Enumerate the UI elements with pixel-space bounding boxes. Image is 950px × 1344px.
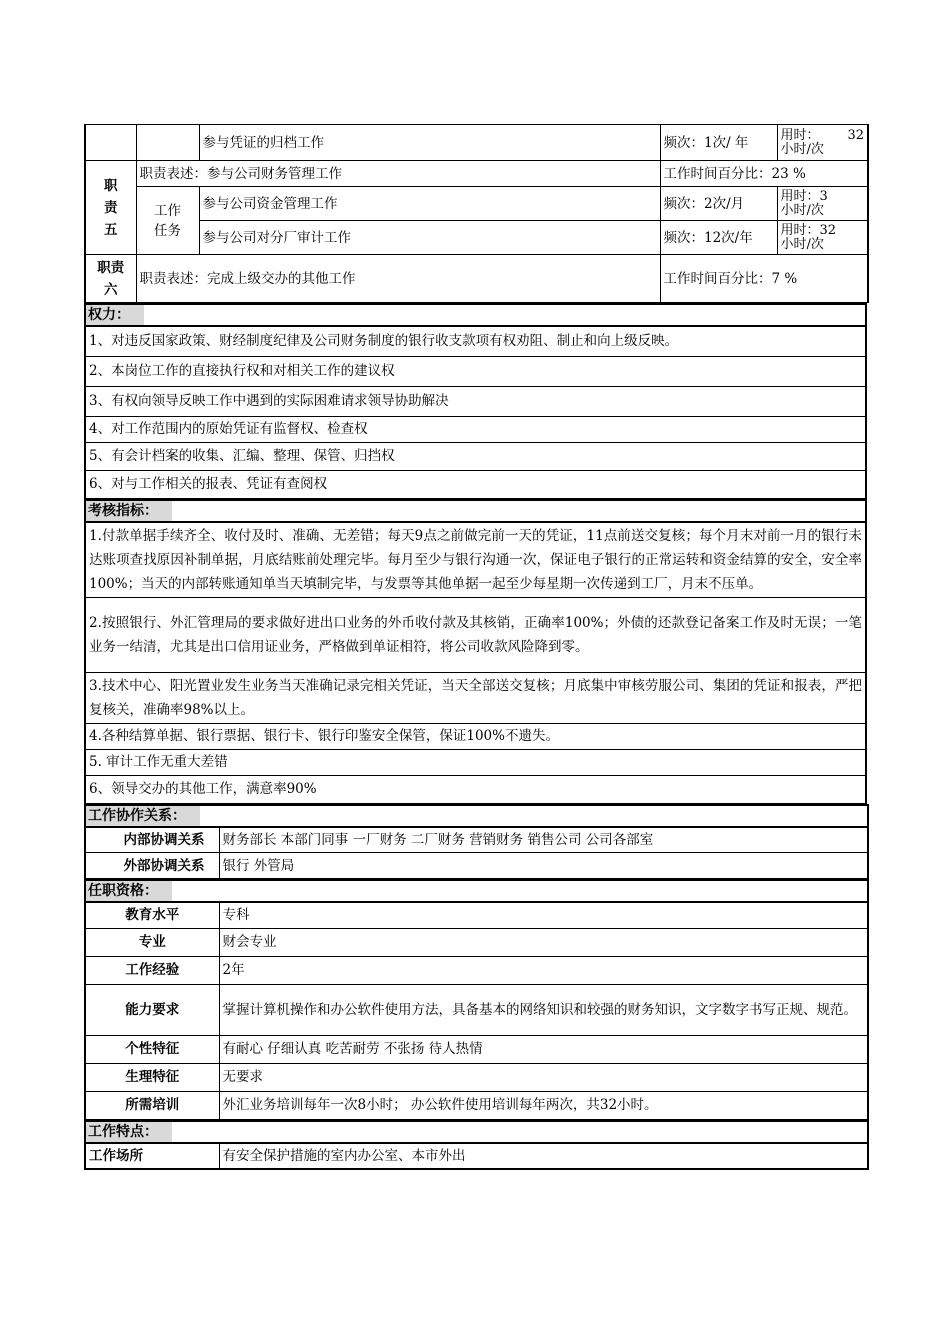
task-name: 参与凭证的归档工作 [199,125,660,161]
qualification-label: 能力要求 [85,984,219,1035]
section-title-text: 任职资格： [86,881,172,901]
features-section-title [85,1121,868,1143]
duty5-task-label [136,187,199,255]
section-title-text: 工作协作关系： [86,806,200,826]
assessment-item: 5. 审计工作无重大差错 [85,749,866,775]
features-table [84,1120,869,1170]
authority-item: 3、有权向领导反映工作中遇到的实际困难请求领导协助解决 [85,386,866,416]
qualification-value: 2年 [219,956,868,984]
internal-relations-value: 财务部长 本部门同事 一厂财务 二厂财务 营销财务 销售公司 公司各部室 [219,827,868,853]
external-relations-label: 外部协调关系 [85,853,219,879]
external-relations-value: 银行 外管局 [219,853,868,879]
duty5-time-percent: 工作时间百分比：23 % [660,161,868,187]
task-frequency: 频次：2次/月 [660,187,777,221]
duty5-label-char: 责 [104,199,118,216]
duty-label-cell [85,125,136,161]
task-row-archive [85,125,868,161]
task-label-cell [136,125,199,161]
qualification-value: 有耐心 仔细认真 吃苦耐劳 不张扬 待人热情 [219,1035,868,1063]
work-place-label: 工作场所 [85,1143,219,1169]
work-place-value: 有安全保护措施的室内办公室、本市外出 [219,1143,868,1169]
qualification-label: 所需培训 [85,1091,219,1119]
assessment-item: 6、领导交办的其他工作，满意率90% [85,775,866,803]
task-name: 参与公司对分厂审计工作 [199,221,660,255]
qualification-label: 工作经验 [85,956,219,984]
task-label-line: 工作 [154,202,181,219]
qualification-label: 生理特征 [85,1063,219,1091]
task-hours [777,187,868,221]
task-name: 参与公司资金管理工作 [199,187,660,221]
qualification-label: 个性特征 [85,1035,219,1063]
qualification-value: 无要求 [219,1063,868,1091]
hours-value: 32 [847,127,864,143]
collaboration-table [84,804,869,880]
assessment-table [84,499,867,804]
authority-item: 1、对违反国家政策、财经制度纪律及公司财务制度的银行收支款项有权劝阻、制止和向上级反映。 [85,326,866,356]
duty6-label-line: 六 [104,281,118,298]
section-title-text: 工作特点： [86,1122,172,1142]
qualification-value: 专科 [219,902,868,928]
section-title-text: 考核指标： [86,501,172,521]
internal-relations-label: 内部协调关系 [85,827,219,853]
hours-unit: 小时/次 [780,202,824,218]
qualification-value: 外汇业务培训每年一次8小时； 办公软件使用培训每年两次，共32小时。 [219,1091,868,1119]
task-frequency: 频次：12次/年 [660,221,777,255]
authority-section-title [85,304,866,326]
qualification-label: 教育水平 [85,902,219,928]
assessment-item: 4.各种结算单据、银行票据、银行卡、银行印鉴安全保管，保证100%不遗失。 [85,723,866,749]
hours-label: 用时：32 [780,222,837,238]
authority-item: 5、有会计档案的收集、汇编、整理、保管、归挡权 [85,442,866,470]
duty6-label-line: 职责 [97,259,125,276]
hours-label: 用时：3 [780,188,828,204]
duty6-time-percent: 工作时间百分比：7 % [660,255,868,303]
task-hours [777,125,868,161]
assessment-item: 3.技术中心、阳光置业发生业务当天准确记录完相关凭证，当天全部送交复核；月底集中审核劳服公司、集团的凭证和报表，严把复核关，准确率98%以上。 [85,672,866,723]
duty5-description: 职责表述：参与公司财务管理工作 [136,161,660,187]
task-label-line: 任务 [154,222,181,239]
duty6-row [85,255,868,303]
duty5-desc-row [85,161,868,187]
authority-item: 6、对与工作相关的报表、凭证有查阅权 [85,470,866,498]
qualifications-section-title [85,880,868,902]
job-description-sheet [84,124,867,1170]
assessment-section-title [85,500,866,522]
hours-unit: 小时/次 [780,236,824,252]
qualification-value: 财会专业 [219,928,868,956]
duties-table [84,124,869,303]
task-frequency: 频次：1次/ 年 [660,125,777,161]
collaboration-section-title [85,805,868,827]
qualification-label: 专业 [85,928,219,956]
authority-table [84,303,867,499]
duty5-label [85,161,136,255]
section-title-text: 权力： [86,305,144,325]
hours-label: 用时： [780,127,820,143]
qualification-value: 掌握计算机操作和办公软件使用方法，具备基本的网络知识和较强的财务知识，文字数字书写正规、规范。 [219,984,868,1035]
assessment-item: 2.按照银行、外汇管理局的要求做好进出口业务的外币收付款及其核销，正确率100%；外债的还款登记备案工作及时无误；一笔业务一结清，尤其是出口信用证业务，严格做到单证相符，将公司收款风险降到零。 [85,597,866,672]
authority-item: 4、对工作范围内的原始凭证有监督权、检查权 [85,416,866,442]
duty6-description: 职责表述：完成上级交办的其他工作 [136,255,660,303]
duty5-label-char: 职 [104,177,118,194]
duty6-label [85,255,136,303]
duty5-label-char: 五 [104,221,118,238]
hours-unit: 小时/次 [780,141,824,157]
authority-item: 2、本岗位工作的直接执行权和对相关工作的建议权 [85,356,866,386]
duty5-task-row [85,221,868,255]
task-hours [777,221,868,255]
qualifications-table [84,879,869,1120]
duty5-task-row [85,187,868,221]
assessment-item: 1.付款单据手续齐全、收付及时、准确、无差错；每天9点之前做完前一天的凭证，11点前送交复核；每个月末对前一月的银行未达账项查找原因补制单据，月底结账前处理完毕。每月至少与银行沟通一次，保证电子银行的正常运转和资金结算的安全，安全率100%；当天的内部转账通知单当天填制完毕，与发票等其他单据一起至少每星期一次传递到工厂，月末不压单。 [85,522,866,598]
